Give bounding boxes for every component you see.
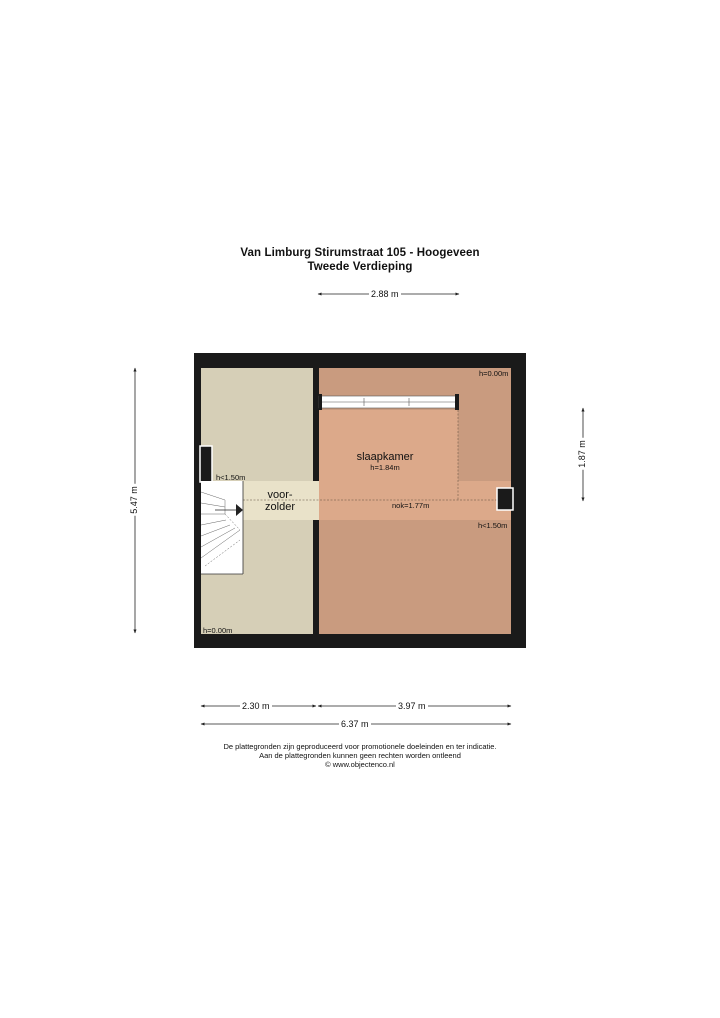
bedroom-height: h=1.84m xyxy=(370,463,400,472)
dim-bottom-left-label: 2.30 m xyxy=(242,701,270,711)
height-mark-left-stair: h<1.50m xyxy=(216,473,246,482)
height-mark-top-right: h=0.00m xyxy=(479,369,509,378)
attic-name-line2: zolder xyxy=(265,501,295,513)
dim-right-label: 1.87 m xyxy=(576,440,587,468)
disclaimer-line1: De plattegronden zijn geproduceerd voor promotionele doeleinden en ter indicatie. xyxy=(223,742,497,751)
bedroom-name: slaapkamer xyxy=(356,451,414,463)
disclaimer xyxy=(0,742,720,769)
bedroom-label xyxy=(345,451,425,472)
dim-bottom-total-label: 6.37 m xyxy=(341,719,369,729)
plan-title: Van Limburg Stirumstraat 105 - Hoogeveen xyxy=(240,247,480,259)
height-mark-ridge: nok=1.77m xyxy=(392,501,430,510)
dim-top-label: 2.88 m xyxy=(371,289,399,299)
door-opening xyxy=(313,481,319,520)
disclaimer-line3: © www.objectenco.nl xyxy=(325,760,395,769)
left-wall-chimney xyxy=(200,446,212,482)
disclaimer-line2: Aan de plattegronden kunnen geen rechten worden ontleend xyxy=(259,751,461,760)
attic-name-line1: voor- xyxy=(267,489,293,501)
height-mark-bottom-left: h=0.00m xyxy=(203,626,233,635)
dormer-window xyxy=(319,394,459,410)
staircase xyxy=(201,481,243,574)
right-wall-chimney xyxy=(497,488,513,510)
height-mark-right: h<1.50m xyxy=(478,521,508,530)
plan-subtitle: Tweede Verdieping xyxy=(307,261,413,273)
dim-bottom-right-label: 3.97 m xyxy=(398,701,426,711)
dim-left-label: 5.47 m xyxy=(128,486,139,514)
attic-label xyxy=(253,489,307,513)
